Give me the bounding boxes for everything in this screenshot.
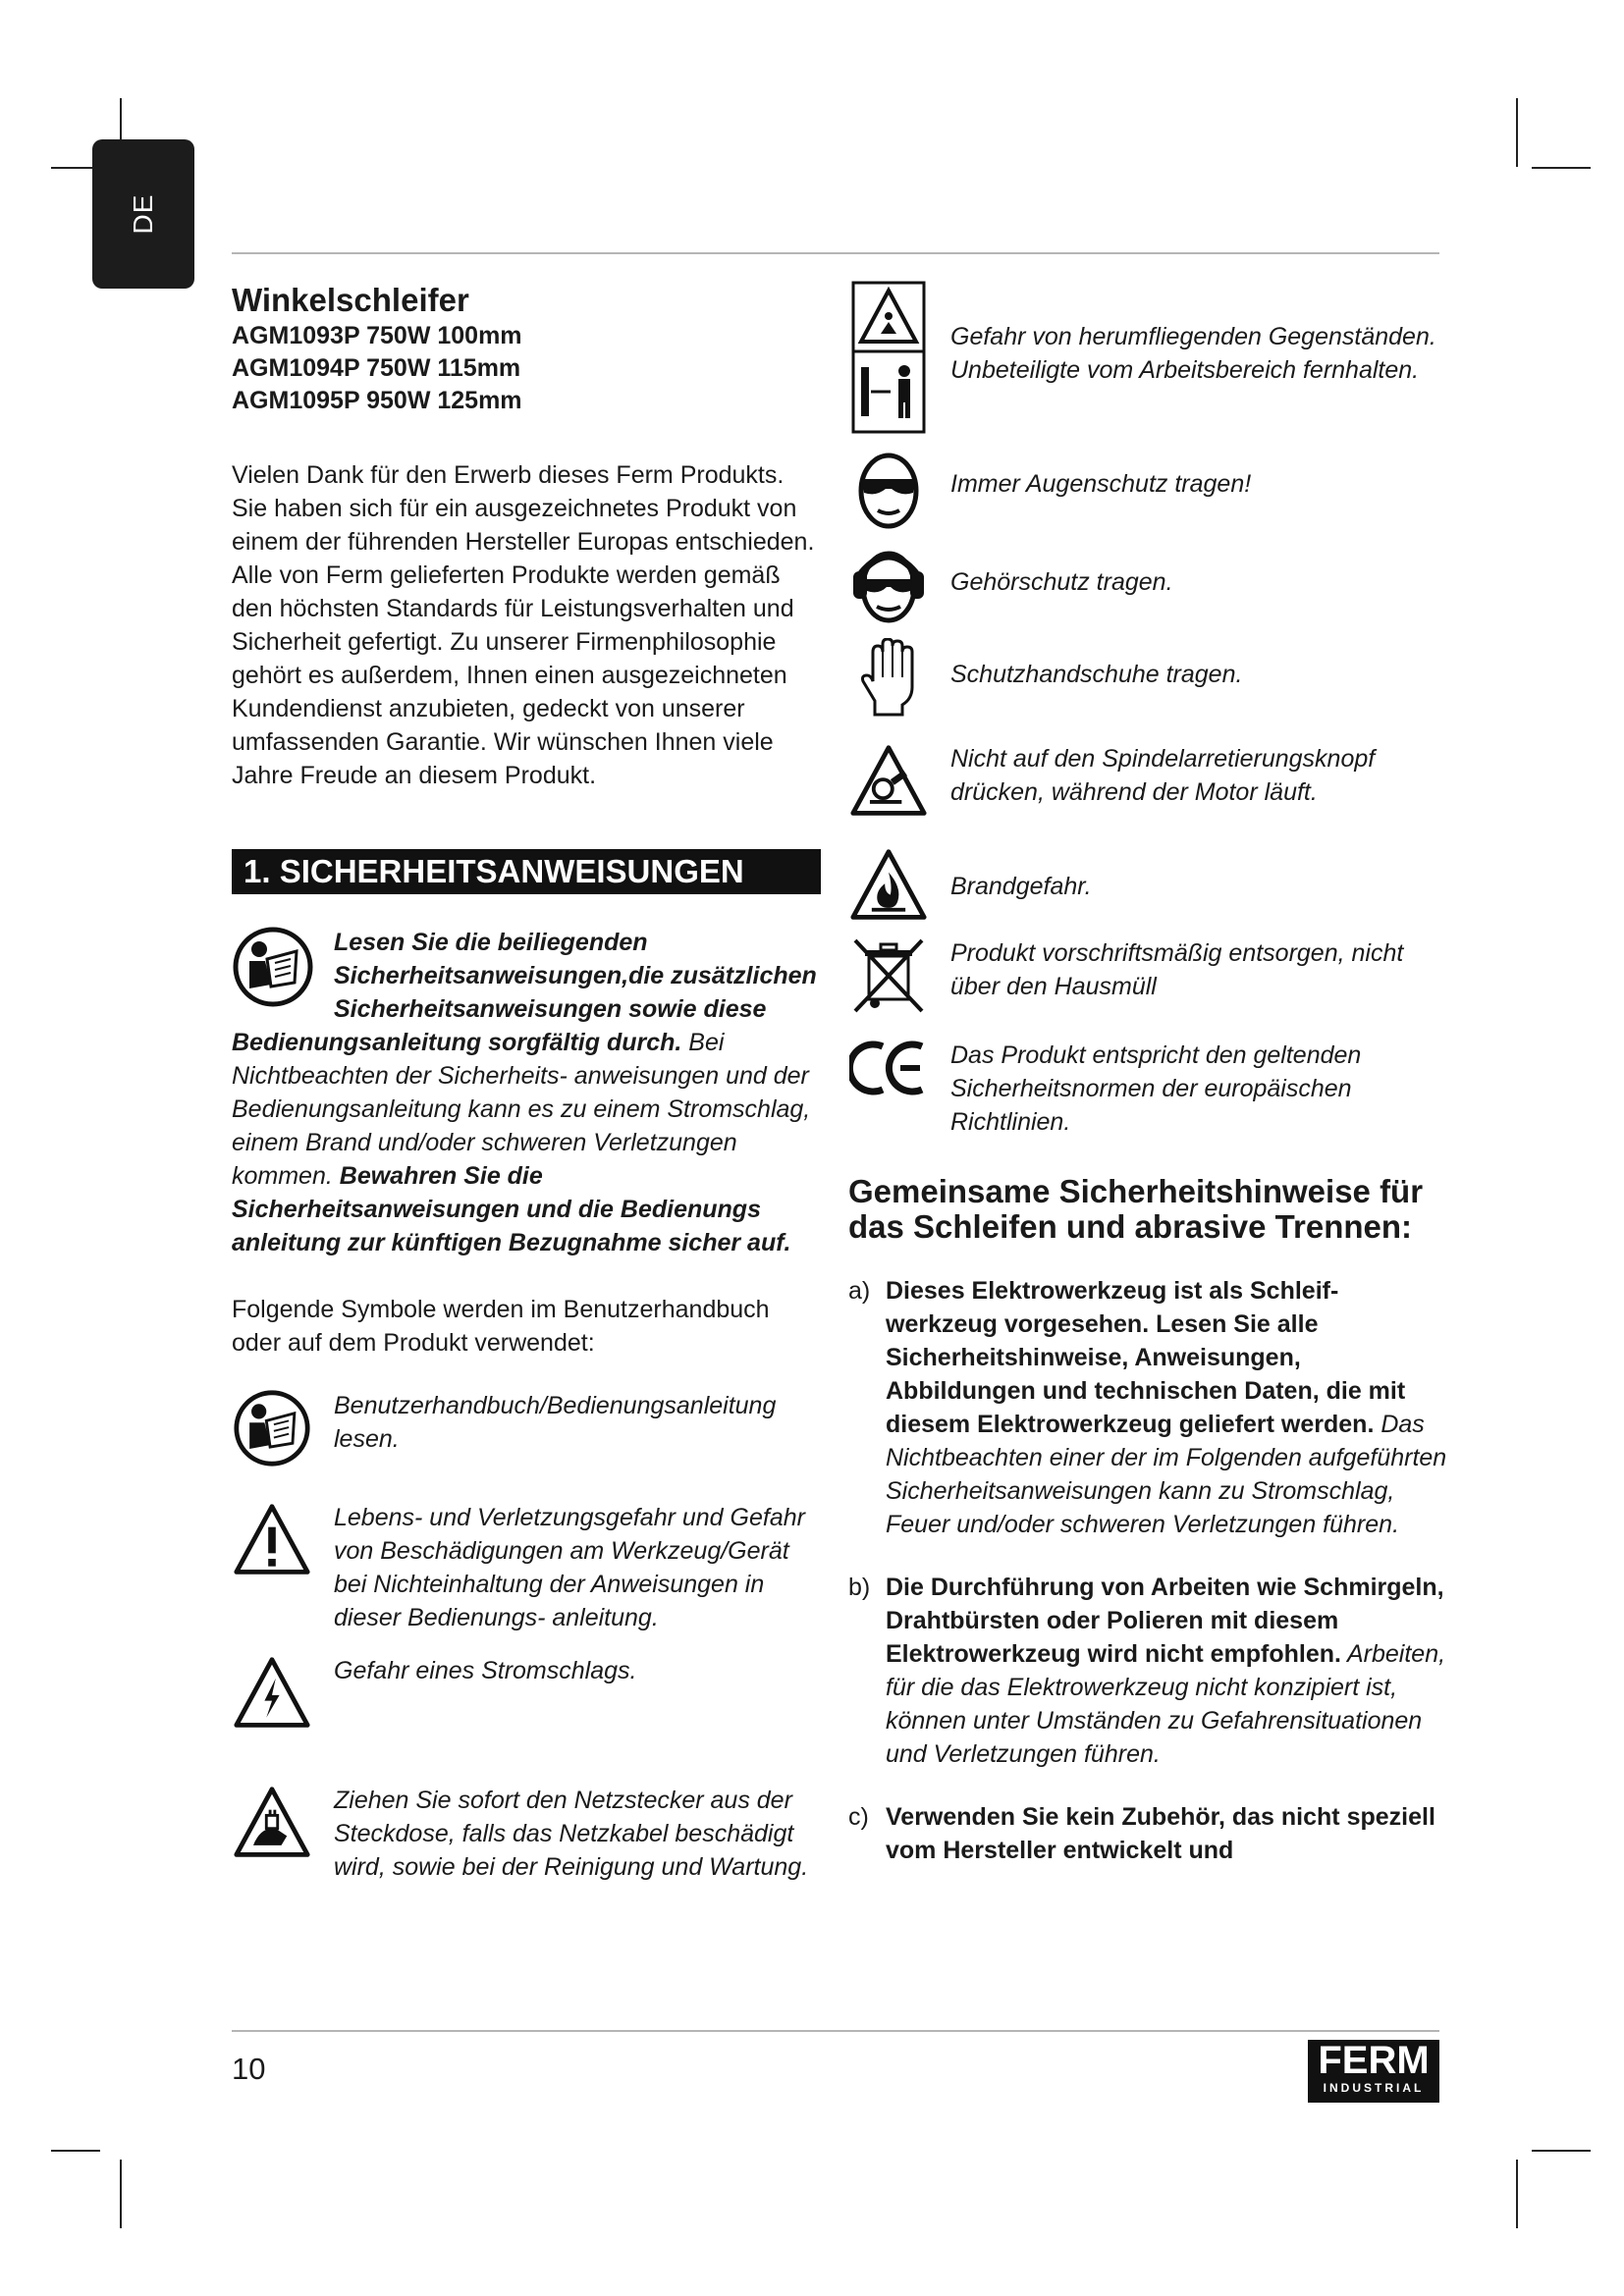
symbol-description: Immer Augenschutz tragen! [950,470,1252,498]
gloves-icon [859,638,918,717]
model-line: AGM1095P 950W 125mm [232,387,522,414]
read-instructions-block [232,926,821,1259]
list-item [848,1800,1447,1867]
list-label: c) [848,1803,869,1831]
crop-mark [51,2150,100,2152]
section-heading: 1. SICHERHEITSANWEISUNGEN [232,849,821,894]
intro-paragraph: Vielen Dank für den Erwerb dieses Ferm Produkts. Sie haben sich für ein ausgezeichnetes Produkt von einem der führenden Hersteller Europas entschieden. Alle von Ferm gelieferten Produkte werden gemäß den höchsten Standards für Leistungsverhalten und Sicherheit gefertigt. Zu unserer Firmenphilosophie gehört es außerdem, Ihnen einen ausgezeichneten Kundendienst anzubieten, gedeckt von unserer umfassenden Garantie. Wir wünschen Ihnen viele Jahre Freude an diesem Produkt. [232,461,815,789]
manual-icon [233,1389,311,1468]
symbol-row [848,1039,1447,1139]
logo-main-text: FERM [1318,2039,1430,2082]
manual-icon [232,926,314,1008]
symbol-description: Ziehen Sie sofort den Netzstecker aus der Steckdose, falls das Netzkabel beschädigt wird, sowie bei der Reinigung und Wartung. [334,1787,809,1881]
symbol-description: Schutzhandschuhe tragen. [950,661,1243,688]
crop-mark [1532,167,1591,169]
symbol-description: Gefahr von herumfliegenden Gegenständen. Unbeteiligte vom Arbeitsbereich fernhalten. [950,323,1436,384]
model-line: AGM1093P 750W 100mm [232,322,522,349]
symbol-row [848,936,1447,1015]
model-line: AGM1094P 750W 115mm [232,354,521,382]
unplug-icon [233,1784,311,1862]
footer-rule [232,2030,1439,2032]
symbol-row [848,846,1447,925]
list-item-bold: Die Durchführung von Arbeiten wie Schmirgeln, Drahtbürsten oder Polieren mit diesem Elektrowerkzeug wird nicht empfohlen. [886,1574,1444,1668]
symbol-description: Benutzerhandbuch/Bedienungsanleitung lesen. [334,1392,777,1453]
symbol-description: Gefahr eines Stromschlags. [334,1657,637,1684]
keep-instructions-bold: Bewahren Sie die Sicherheitsanweisungen und die Bedienungs anleitung zur künftigen Bezugnahme sicher auf. [232,1162,791,1256]
common-safety-heading: Gemeinsame Sicherheitshinweise für das Schleifen und abrasive Trennen: [848,1173,1424,1245]
symbol-description: Produkt vorschriftsmäßig entsorgen, nicht über den Hausmüll [950,939,1404,1000]
symbol-row [232,1389,821,1468]
left-column [232,281,821,1884]
symbol-description: Gehörschutz tragen. [950,568,1173,596]
right-column [848,281,1447,1867]
list-item [848,1571,1447,1771]
read-instructions-warning: Bei Nichtbeachten der Sicherheits- anweisungen und der Bedienungsanleitung kann es zu einem Stromschlag, einem Brand und/oder schweren Verletzungen kommen. [232,1029,811,1190]
page-number: 10 [232,2052,266,2086]
list-label: b) [848,1574,871,1601]
ferm-logo [1308,2040,1439,2103]
header-rule [232,252,1439,254]
symbol-row [848,448,1447,530]
fire-icon [849,846,928,925]
language-tab [92,139,194,289]
ce-mark-icon [849,1039,928,1097]
crop-mark [120,2160,122,2228]
crop-mark [1516,2160,1518,2228]
list-item-italic: Das Nichtbeachten einer der im Folgenden aufgeführten Sicherheitsanweisungen kann zu Stromschlag, Feuer und/oder schweren Verletzungen führen. [886,1411,1447,1538]
symbol-description: Brandgefahr. [950,873,1092,900]
weee-bin-icon [851,936,926,1015]
flying-debris-icon [851,281,926,434]
product-title: Winkelschleifer [232,282,469,318]
symbols-intro: Folgende Symbole werden im Benutzerhandbuch oder auf dem Produkt verwendet: [232,1296,770,1357]
symbol-row [848,544,1447,626]
ear-protection-icon [851,544,926,626]
symbol-row [848,638,1447,717]
warning-icon [233,1501,311,1579]
symbol-row [848,742,1447,821]
symbol-description: Nicht auf den Spindelarretierungsknopf drücken, während der Motor läuft. [950,745,1376,806]
symbol-row [848,281,1447,434]
symbol-row [232,1501,821,1634]
list-item-italic: Arbeiten, für die das Elektrowerkzeug nicht konzipiert ist, können unter Umständen zu Gefahrensituationen und Verletzungen führen. [886,1640,1446,1768]
electric-shock-icon [233,1654,311,1733]
crop-mark [1516,98,1518,167]
symbol-description: Das Produkt entspricht den geltenden Sicherheitsnormen der europäischen Richtlinien. [950,1041,1362,1136]
logo-sub-text: INDUSTRIAL [1323,2081,1425,2095]
list-item-bold: Dieses Elektrowerkzeug ist als Schleif- werkzeug vorgesehen. Lesen Sie alle Sicherheitshinweise, Anweisungen, Abbildungen und technischen Daten, die mit diesem Elektrowerkzeug geliefert werden. [886,1277,1406,1438]
language-code: DE [128,193,158,235]
read-instructions-bold: Lesen Sie die beiliegenden Sicherheitsanweisungen,die zusätzlichen Sicherheitsanweisungen sowie diese Bedienungsanleitung sorgfältig durch. [232,929,817,1056]
spindle-lock-warning-icon [849,742,928,821]
list-item-bold: Verwenden Sie kein Zubehör, das nicht speziell vom Hersteller entwickelt und [886,1803,1435,1864]
list-label: a) [848,1277,871,1305]
list-item [848,1274,1447,1541]
crop-mark [1532,2150,1591,2152]
symbol-row [232,1654,821,1733]
symbol-description: Lebens- und Verletzungsgefahr und Gefahr von Beschädigungen am Werkzeug/Gerät bei Nichteinhaltung der Anweisungen in dieser Bedienungs- anleitung. [334,1504,805,1631]
symbol-row [232,1784,821,1884]
eye-protection-icon [856,448,921,530]
